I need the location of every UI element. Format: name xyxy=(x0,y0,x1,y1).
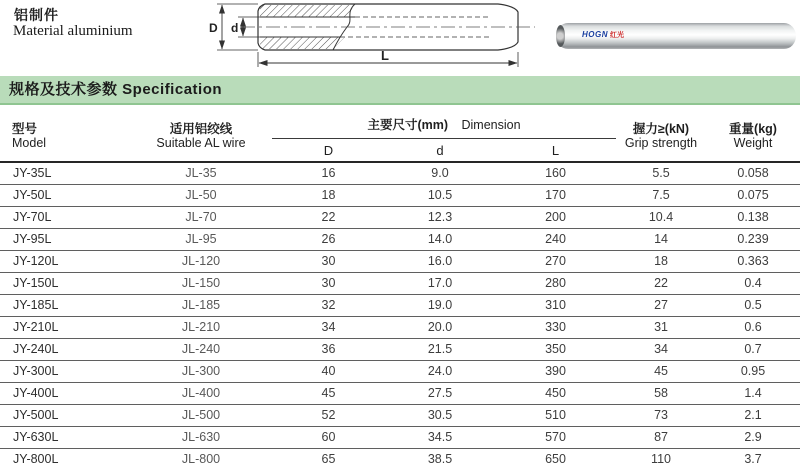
section-hatch-bottom xyxy=(260,37,345,49)
table-cell: JL-120 xyxy=(130,251,272,273)
table-cell: 0.4 xyxy=(706,273,800,295)
table-cell: 160 xyxy=(495,162,616,185)
col-header-L: L xyxy=(495,139,616,163)
col-header-wire-en: Suitable AL wire xyxy=(156,136,246,150)
table-cell: 17.0 xyxy=(385,273,495,295)
table-cell: 110 xyxy=(616,449,706,469)
table-cell: 5.5 xyxy=(616,162,706,185)
table-cell: 0.138 xyxy=(706,207,800,229)
table-cell: JY-300L xyxy=(0,361,130,383)
spec-table-body xyxy=(0,162,800,469)
table-cell: JY-500L xyxy=(0,405,130,427)
table-cell: 24.0 xyxy=(385,361,495,383)
table-cell: JY-185L xyxy=(0,295,130,317)
table-cell: 40 xyxy=(272,361,385,383)
table-cell: 10.5 xyxy=(385,185,495,207)
table-cell: JY-400L xyxy=(0,383,130,405)
spec-table-wrap xyxy=(0,111,800,469)
table-cell: JY-120L xyxy=(0,251,130,273)
table-cell: 200 xyxy=(495,207,616,229)
table-cell: 0.6 xyxy=(706,317,800,339)
table-cell: 0.239 xyxy=(706,229,800,251)
spec-table xyxy=(0,111,800,469)
table-cell: 270 xyxy=(495,251,616,273)
table-cell: 73 xyxy=(616,405,706,427)
table-cell: JL-95 xyxy=(130,229,272,251)
col-header-weight-en: Weight xyxy=(733,136,773,150)
brand-name: HOGN xyxy=(582,30,608,39)
table-cell: 450 xyxy=(495,383,616,405)
table-cell: 570 xyxy=(495,427,616,449)
table-cell: 21.5 xyxy=(385,339,495,361)
table-cell: JY-150L xyxy=(0,273,130,295)
col-header-d: d xyxy=(385,139,495,163)
table-row xyxy=(0,317,800,339)
table-cell: JY-240L xyxy=(0,339,130,361)
table-cell: 0.5 xyxy=(706,295,800,317)
table-cell: 34.5 xyxy=(385,427,495,449)
table-cell: JY-630L xyxy=(0,427,130,449)
table-cell: JY-50L xyxy=(0,185,130,207)
table-cell: 27.5 xyxy=(385,383,495,405)
table-cell: JL-300 xyxy=(130,361,272,383)
table-cell: 390 xyxy=(495,361,616,383)
table-cell: 240 xyxy=(495,229,616,251)
col-header-grip-cn: 握力≥(kN) xyxy=(632,122,690,136)
table-cell: 19.0 xyxy=(385,295,495,317)
table-cell: 22 xyxy=(616,273,706,295)
table-cell: 26 xyxy=(272,229,385,251)
table-cell: 16.0 xyxy=(385,251,495,273)
table-cell: 12.3 xyxy=(385,207,495,229)
table-cell: 0.7 xyxy=(706,339,800,361)
table-cell: JY-95L xyxy=(0,229,130,251)
table-cell: 9.0 xyxy=(385,162,495,185)
tube-bore xyxy=(556,25,565,47)
dimension-label-d: d xyxy=(231,21,239,35)
brand-name-cn: 红光 xyxy=(610,32,624,39)
table-row xyxy=(0,405,800,427)
section-bar xyxy=(0,76,800,105)
col-header-grip xyxy=(616,111,706,162)
product-photo xyxy=(556,23,796,49)
col-header-dimension xyxy=(272,111,616,139)
table-cell: JY-35L xyxy=(0,162,130,185)
table-cell: 1.4 xyxy=(706,383,800,405)
table-cell: 32 xyxy=(272,295,385,317)
table-cell: 10.4 xyxy=(616,207,706,229)
table-row xyxy=(0,361,800,383)
table-cell: 14.0 xyxy=(385,229,495,251)
table-cell: 34 xyxy=(272,317,385,339)
table-cell: 18 xyxy=(616,251,706,273)
table-row xyxy=(0,449,800,469)
col-header-model-en: Model xyxy=(12,136,47,150)
table-cell: JY-70L xyxy=(0,207,130,229)
table-cell: JL-70 xyxy=(130,207,272,229)
table-cell: 310 xyxy=(495,295,616,317)
col-header-wire xyxy=(130,111,272,162)
table-row xyxy=(0,162,800,185)
table-cell: 3.7 xyxy=(706,449,800,469)
col-header-weight xyxy=(706,111,800,162)
brand-logo xyxy=(582,31,624,40)
table-row xyxy=(0,207,800,229)
table-cell: JL-630 xyxy=(130,427,272,449)
col-header-dimension-cn: 主要尺寸(mm) xyxy=(367,117,449,132)
table-cell: 0.363 xyxy=(706,251,800,273)
table-cell: 0.075 xyxy=(706,185,800,207)
table-cell: 18 xyxy=(272,185,385,207)
table-cell: JL-240 xyxy=(130,339,272,361)
material-label-cn: 铝制件 xyxy=(14,7,59,23)
table-cell: JL-400 xyxy=(130,383,272,405)
table-cell: 22 xyxy=(272,207,385,229)
col-header-model-cn: 型号 xyxy=(12,122,38,136)
table-cell: JL-150 xyxy=(130,273,272,295)
material-label-en: Material aluminium xyxy=(13,23,133,39)
table-cell: 52 xyxy=(272,405,385,427)
table-cell: 330 xyxy=(495,317,616,339)
table-cell: JL-500 xyxy=(130,405,272,427)
table-row xyxy=(0,273,800,295)
table-cell: 38.5 xyxy=(385,449,495,469)
table-cell: JL-185 xyxy=(130,295,272,317)
table-row xyxy=(0,295,800,317)
col-header-wire-cn: 适用铝绞线 xyxy=(169,122,233,136)
col-header-model xyxy=(0,111,130,162)
table-cell: JL-35 xyxy=(130,162,272,185)
table-cell: 65 xyxy=(272,449,385,469)
col-header-grip-en: Grip strength xyxy=(624,136,698,150)
table-cell: 87 xyxy=(616,427,706,449)
col-header-D: D xyxy=(272,139,385,163)
dimension-label-D: D xyxy=(209,21,218,35)
table-cell: 650 xyxy=(495,449,616,469)
table-row xyxy=(0,229,800,251)
technical-drawing xyxy=(205,0,540,74)
col-header-weight-cn: 重量(kg) xyxy=(729,122,777,136)
table-cell: 34 xyxy=(616,339,706,361)
dimension-label-L: L xyxy=(381,48,389,63)
table-cell: 2.1 xyxy=(706,405,800,427)
table-cell: 45 xyxy=(616,361,706,383)
col-header-dimension-en: Dimension xyxy=(461,117,521,132)
table-cell: JL-50 xyxy=(130,185,272,207)
table-row xyxy=(0,427,800,449)
table-cell: 30 xyxy=(272,273,385,295)
table-cell: 14 xyxy=(616,229,706,251)
table-row xyxy=(0,251,800,273)
table-cell: 20.0 xyxy=(385,317,495,339)
table-cell: 60 xyxy=(272,427,385,449)
table-cell: 0.058 xyxy=(706,162,800,185)
table-cell: 7.5 xyxy=(616,185,706,207)
table-cell: 36 xyxy=(272,339,385,361)
table-cell: 58 xyxy=(616,383,706,405)
table-row xyxy=(0,383,800,405)
table-cell: 0.95 xyxy=(706,361,800,383)
table-cell: 27 xyxy=(616,295,706,317)
table-cell: JY-800L xyxy=(0,449,130,469)
table-cell: 31 xyxy=(616,317,706,339)
table-cell: 30 xyxy=(272,251,385,273)
table-cell: 30.5 xyxy=(385,405,495,427)
table-cell: 2.9 xyxy=(706,427,800,449)
table-cell: 280 xyxy=(495,273,616,295)
table-cell: JL-210 xyxy=(130,317,272,339)
table-cell: 45 xyxy=(272,383,385,405)
table-row xyxy=(0,339,800,361)
table-cell: 16 xyxy=(272,162,385,185)
section-title: 规格及技术参数 Specification xyxy=(9,81,223,98)
table-cell: JL-800 xyxy=(130,449,272,469)
section-hatch-top xyxy=(260,5,354,17)
table-cell: 350 xyxy=(495,339,616,361)
table-row xyxy=(0,185,800,207)
table-cell: JY-210L xyxy=(0,317,130,339)
table-cell: 510 xyxy=(495,405,616,427)
table-cell: 170 xyxy=(495,185,616,207)
